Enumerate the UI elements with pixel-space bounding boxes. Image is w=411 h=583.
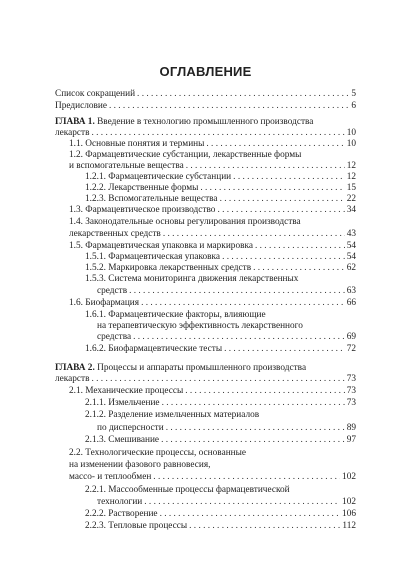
dot-leader [162,398,345,409]
toc-entry-text: 2.1. Механические процессы [69,386,184,396]
toc-page-number: 12 [346,161,356,171]
toc-page-number: 73 [346,398,356,408]
dot-leader [206,139,344,150]
toc-page-number: 89 [346,423,356,433]
toc-entry[interactable] [69,298,356,309]
toc-entry-text: 1.3. Фармацевтическое производство [69,205,216,215]
toc-entry-line: 2.1.2. Разделение измельченных материалов [85,410,260,420]
dot-leader [92,374,345,385]
toc-page-number: 69 [346,332,356,342]
toc-entry-text: 1.1. Основные понятия и термины [69,139,205,149]
chapter-title-line: Введение в технологию промышленного производства [97,117,314,127]
toc-entry[interactable] [85,183,356,194]
toc-entry-line: на терапевтическую эффективность лекарственного [97,321,303,331]
toc-entry-line: 1.4. Законодательные основы регулирования производства [69,217,301,227]
toc-page-number: 54 [346,241,356,251]
dot-leader [109,101,349,112]
dot-leader [144,497,340,508]
toc-entry[interactable] [85,398,356,409]
toc-entry[interactable] [97,332,356,343]
toc-page-number: 10 [346,139,356,149]
dot-leader [255,241,345,252]
toc-entry[interactable] [55,374,356,385]
toc-entry[interactable] [69,241,356,252]
toc-page-number: 102 [342,472,356,482]
toc-page-number: 73 [346,374,356,384]
toc-entry[interactable] [69,229,356,240]
toc-entry-line: 1.5.3. Система мониторинга движения лекарственных [85,274,299,284]
toc-entry[interactable] [69,161,356,172]
toc-page-number: 106 [342,509,356,519]
page-title: ОГЛАВЛЕНИЕ [159,64,252,79]
chapter-label: ГЛАВА 1. [55,117,95,127]
toc-entry[interactable] [55,128,356,139]
dot-leader [200,183,344,194]
toc-page-number: 63 [346,286,356,296]
toc-entry[interactable] [69,139,356,150]
toc-entry[interactable] [69,205,356,216]
toc-entry-text: 2.2.2. Растворение [85,509,158,519]
toc-page-number: 102 [342,497,356,507]
toc-page-number: 12 [346,172,356,182]
toc-entry-line: 2.2. Технологические процессы, основанные [69,448,247,458]
toc-page-number: 72 [346,344,356,354]
toc-entry-text: Список сокращений [55,89,136,99]
toc-entry-text: 1.6. Биофармация [69,298,140,308]
toc-entry-text: 2.2.3. Тепловые процессы [85,521,188,531]
toc-entry-text: и вспомогательные вещества [69,161,184,171]
dot-leader [137,89,349,100]
toc-page-number: 15 [346,183,356,193]
dot-leader [166,423,345,434]
dot-leader [186,161,345,172]
toc-chapter-heading[interactable] [55,117,313,128]
toc-entry-text: 1.5.2. Маркировка лекарственных средств [85,263,252,273]
toc-entry-text: 1.2.3. Вспомогательные вещества [85,194,218,204]
toc-page-number: 22 [346,194,356,204]
toc-page-number: 6 [351,101,356,111]
dot-leader [253,263,345,274]
toc-entry[interactable] [85,194,356,205]
toc-entry-text: средства [97,332,132,342]
toc-entry-text: 1.5.1. Фармацевтическая упаковка [85,252,221,262]
toc-page-number: 34 [346,205,356,215]
toc-page-number: 54 [346,252,356,262]
toc-page-number: 10 [346,128,356,138]
toc-page-number: 5 [351,89,356,99]
chapter-label: ГЛАВА 2. [55,363,95,373]
toc-entry[interactable] [85,435,356,446]
dot-leader [224,344,345,355]
toc-entry[interactable] [69,472,356,483]
toc-chapter-heading[interactable] [55,363,306,374]
dot-leader [161,435,345,446]
toc-entry[interactable] [69,386,356,397]
toc-entry-text: лекарств [55,374,90,384]
chapter-title-line: Процессы и аппараты промышленного производства [97,363,307,373]
dot-leader [160,509,340,520]
toc-entry[interactable] [55,89,356,100]
toc-entry-line: 1.2. Фармацевтические субстанции, лекарственные формы [69,150,302,160]
toc-entry-line: 1.6.1. Фармацевтические факторы, влияющие [85,310,266,320]
toc-page-number: 66 [346,298,356,308]
dot-leader [129,286,345,297]
dot-leader [133,332,345,343]
toc-entry-text: 1.5. Фармацевтическая упаковка и маркировка [69,241,253,251]
toc-entry-text: Предисловие [55,101,107,111]
toc-page-number: 43 [346,229,356,239]
toc-entry-text: по дисперсности [97,423,164,433]
toc-entry[interactable] [97,286,356,297]
dot-leader [185,386,344,397]
toc-entry-line: 2.2.1. Массообменные процессы фармацевтической [85,485,290,495]
toc-entry-text: средств [97,286,128,296]
toc-entry-text: 1.6.2. Биофармацевтические тесты [85,344,223,354]
toc-entry-text: 2.1.1. Измельчение [85,398,160,408]
toc-entry[interactable] [85,263,356,274]
dot-leader [92,128,345,139]
toc-page-number: 97 [346,435,356,445]
dot-leader [217,205,344,216]
toc-entry[interactable] [85,521,356,532]
dot-leader [141,298,345,309]
toc-entry[interactable] [85,509,356,520]
toc-entry-text: 1.2.2. Лекарственные формы [85,183,199,193]
toc-entry-text: лекарств [55,128,90,138]
toc-entry[interactable] [85,172,356,183]
dot-leader [163,229,345,240]
toc-entry[interactable] [55,101,356,112]
dot-leader [233,172,345,183]
toc-entry-text: лекарственных средств [69,229,161,239]
toc-entry-line: на изменении фазового равновесия, [69,460,211,470]
toc-entry-text: технологии [97,497,143,507]
toc-entry[interactable] [97,423,356,434]
toc-entry[interactable] [85,344,356,355]
toc-entry-text: 1.2.1. Фармацевтические субстанции [85,172,232,182]
dot-leader [220,194,345,205]
toc-page-number: 112 [342,521,356,531]
dot-leader [189,521,340,532]
toc-page-number: 73 [346,386,356,396]
toc-entry-text: массо- и теплообмен [69,472,152,482]
toc-entry[interactable] [85,252,356,263]
toc-entry-text: 2.1.3. Смешивание [85,435,160,445]
dot-leader [153,472,340,483]
dot-leader [222,252,345,263]
toc-entry[interactable] [97,497,356,508]
toc-page-number: 62 [346,263,356,273]
